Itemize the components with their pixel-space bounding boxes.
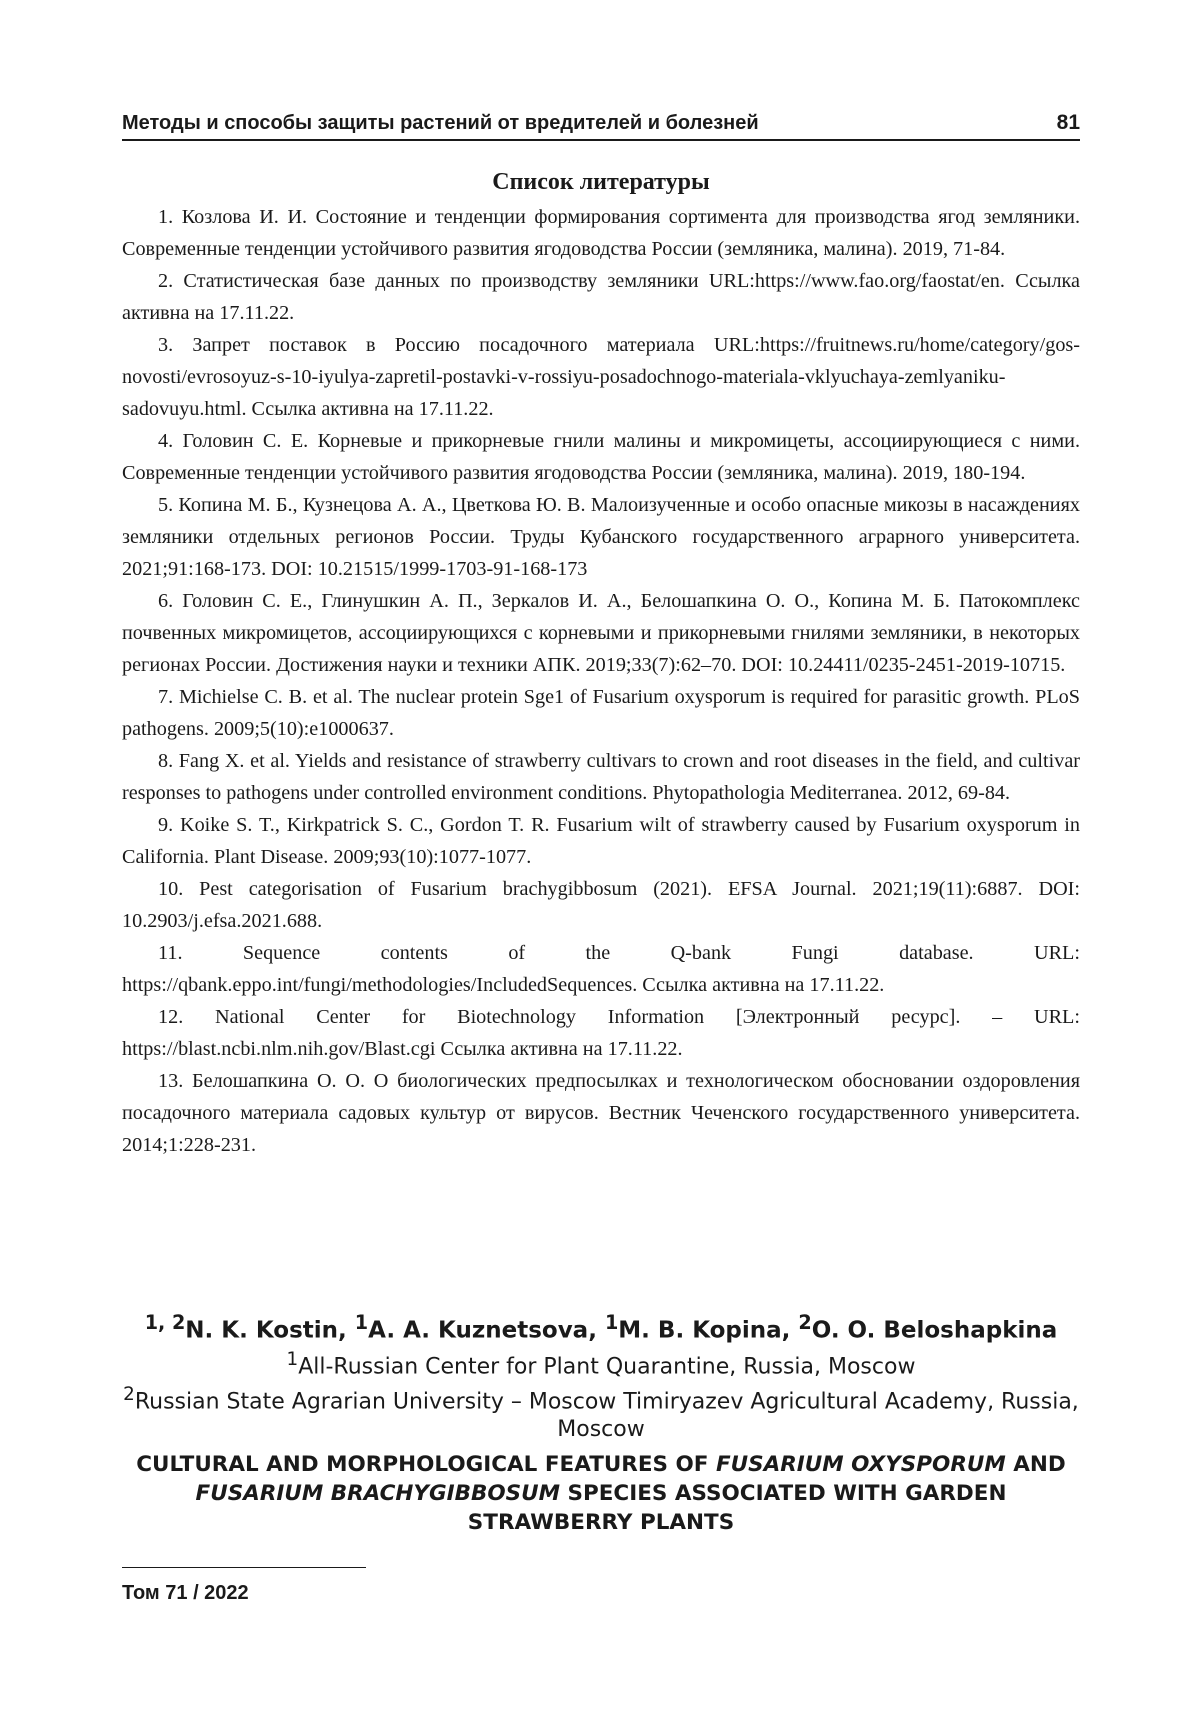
title-part: CULTURAL AND MORPHOLOGICAL FEATURES OF [136, 1452, 716, 1477]
reference-item: 12. National Center for Biotechnology Information [Электронный ресурс]. – URL: https://blast.ncbi.nlm.nih.gov/Blast.cgi Ссылка активна на 17.11.22. [122, 1006, 1080, 1060]
affiliation-mark: 2 [123, 1383, 135, 1405]
reference-item: 9. Koike S. T., Kirkpatrick S. C., Gordon T. R. Fusarium wilt of strawberry caused by Fusarium oxysporum in California. Plant Disease. 2009;93(10):1077-1077. [122, 814, 1080, 868]
reference-item: 7. Michielse C. B. et al. The nuclear protein Sge1 of Fusarium oxysporum is required for parasitic growth. PLoS pathogens. 2009;5(10):e1000637. [122, 686, 1080, 740]
reference-item: 6. Головин С. Е., Глинушкин А. П., Зеркалов И. А., Белошапкина О. О., Копина М. Б. Патокомплекс почвенных микромицетов, ассоциирующихся с корневыми и прикорневыми гнилями земляники, в некоторых регионах России. Достижения науки и техники АПК. 2019;33(7):62–70. DOI: 10.24411/0235-2451-2019-10715. [122, 590, 1080, 676]
volume-footer: Том 71 / 2022 [122, 1582, 249, 1604]
reference-item: 10. Pest categorisation of Fusarium brachygibbosum (2021). EFSA Journal. 2021;19(11):6887. DOI: 10.2903/j.efsa.2021.688. [122, 878, 1080, 932]
reference-item: 8. Fang X. et al. Yields and resistance of strawberry cultivars to crown and root diseases in the field, and cultivar responses to pathogens under controlled environment conditions. Phytopathologia Mediterranea. 2012, 69-84. [122, 750, 1080, 804]
title-species-name: FUSARIUM OXYSPORUM [715, 1452, 1006, 1477]
author-name: N. K. Kostin, [185, 1317, 355, 1344]
author-affiliation-mark: 2 [798, 1311, 812, 1334]
affiliation-text: All-Russian Center for Plant Quarantine, Russia, Moscow [298, 1353, 916, 1379]
author-affiliation-mark: 1 [354, 1311, 369, 1334]
reference-item: 5. Копина М. Б., Кузнецова А. А., Цветкова Ю. В. Малоизученные и особо опасные микозы в насаждениях земляники отдельных регионов России. Труды Кубанского государственного аграрного университета. 2021;91:168-173. DOI: 10.21515/1999-1703-91-168-173 [122, 494, 1080, 580]
reference-list [122, 201, 1080, 1161]
title-part: AND [1005, 1452, 1066, 1477]
running-header [122, 110, 1080, 141]
reference-item: 3. Запрет поставок в Россию посадочного материала URL:https://fruitnews.ru/home/category/gos-novosti/evrosoyuz-s-10-iyulya-zapretil-postavki-v-rossiyu-posadochnogo-materiala-vklyuchaya-zemlyaniku-sadovuyu.html. Ссылка активна на 17.11.22. [122, 334, 1080, 420]
article-title [122, 1450, 1080, 1537]
title-species-name: FUSARIUM BRACHYGIBBOSUM [195, 1481, 561, 1506]
author-affiliation-mark: 1 [604, 1311, 619, 1334]
footer-divider [122, 1567, 366, 1568]
reference-item: 1. Козлова И. И. Состояние и тенденции формирования сортимента для производства ягод земляники. Современные тенденции устойчивого развития ягодоводства России (земляника, малина). 2019, 71-84. [122, 206, 1080, 260]
affiliation-mark: 1 [286, 1348, 299, 1370]
reference-item: 2. Статистическая базе данных по производству земляники URL:https://www.fao.org/faostat/en. Ссылка активна на 17.11.22. [122, 270, 1080, 324]
references-heading: Список литературы [492, 169, 710, 195]
author-name: M. B. Kopina, [618, 1317, 799, 1344]
reference-item: 4. Головин С. Е. Корневые и прикорневые гнили малины и микромицеты, ассоциирующиеся с ними. Современные тенденции устойчивого развития ягодоводства России (земляника, малина). 2019, 180-194. [122, 430, 1080, 484]
reference-item: 13. Белошапкина О. О. О биологических предпосылках и технологическом обосновании оздоровления посадочного материала садовых культур от вирусов. Вестник Чеченского государственного университета. 2014;1:228-231. [122, 1070, 1080, 1156]
author-list [122, 1308, 1080, 1346]
page-number: 81 [1056, 111, 1080, 134]
title-part: SPECIES ASSOCIATED WITH GARDEN STRAWBERRY PLANTS [467, 1481, 1007, 1535]
author-affiliation-mark: 1, 2 [144, 1311, 186, 1334]
affiliation-1 [122, 1346, 1080, 1381]
author-name: O. O. Beloshapkina [811, 1317, 1058, 1344]
affiliation-text: Russian State Agrarian University – Moscow Timiryazev Agricultural Academy, Russia, Moscow [134, 1389, 1079, 1443]
author-name: A. A. Kuznetsova, [368, 1317, 605, 1344]
reference-item: 11. Sequence contents of the Q-bank Fungi database. URL: https://qbank.eppo.int/fungi/methodologies/IncludedSequences. Ссылка активна на 17.11.22. [122, 942, 1080, 996]
affiliation-2 [122, 1381, 1080, 1444]
author-block [122, 1308, 1080, 1444]
section-title: Методы и способы защиты растений от вредителей и болезней [122, 112, 759, 134]
